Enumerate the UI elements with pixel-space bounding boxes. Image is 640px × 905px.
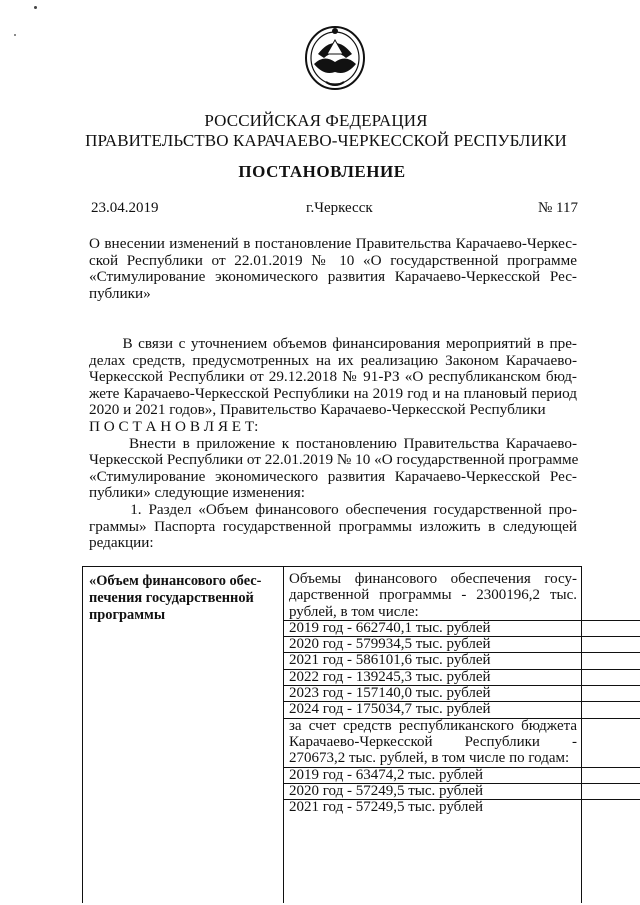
- body-line: делах средств, предусмотренных на их реализацию Законом Карачаево-: [89, 351, 577, 369]
- funding-year-row: 2019 год - 662740,1 тыс. рублей: [289, 620, 577, 636]
- body-line: жете Карачаево-Черкесской Республики на 2019 год и на плановый период: [89, 384, 577, 402]
- resolve-line: П О С Т А Н О В Л Я Е Т:: [89, 417, 259, 435]
- country-heading: РОССИЙСКАЯ ФЕДЕРАЦИЯ: [204, 111, 428, 130]
- republic-intro-line: за счет средств республиканского бюджета: [289, 717, 577, 734]
- funding-year-row: 2023 год - 157140,0 тыс. рублей: [289, 685, 577, 701]
- funding-intro-line: дарственной программы - 2300196,2 тыс.: [289, 587, 577, 604]
- body-line: В связи с уточнением объемов финансирования мероприятий в пре-: [89, 335, 577, 352]
- document-type: ПОСТАНОВЛЕНИЕ: [238, 162, 406, 181]
- title-line: публики»: [89, 284, 151, 302]
- body-line: Внести в приложение к постановлению Правительства Карачаево-: [89, 434, 577, 452]
- body-line: 1. Раздел «Объем финансового обеспечения государственной про-: [89, 500, 577, 518]
- body-line: редакции:: [89, 534, 154, 552]
- decree-title: [89, 236, 577, 302]
- title-line: О внесении изменений в постановление Правительства Карачаево-Черкес-: [89, 235, 577, 252]
- republic-year-row: 2019 год - 63474,2 тыс. рублей: [289, 767, 577, 783]
- republic-year-row: 2021 год - 57249,5 тыс. рублей: [289, 799, 577, 815]
- funding-year-row: 2024 год - 175034,7 тыс. рублей: [289, 701, 577, 717]
- funding-year-row: 2022 год - 139245,3 тыс. рублей: [289, 669, 577, 685]
- funding-year-row: 2020 год - 579934,5 тыс. рублей: [289, 636, 577, 652]
- table-value-cell: [289, 571, 577, 815]
- republic-year-row: 2020 год - 57249,5 тыс. рублей: [289, 783, 577, 799]
- funding-intro-line: Объемы финансового обеспечения госу-: [289, 571, 577, 587]
- body-line: «Стимулирование экономического развития Карачаево-Черкесской Рес-: [89, 467, 577, 485]
- body-line: Черкесской Республики от 29.12.2018 № 91-РЗ «О республиканском бюд-: [89, 368, 577, 386]
- funding-year-row: 2021 год - 586101,6 тыс. рублей: [289, 652, 577, 668]
- decree-date: 23.04.2019: [91, 200, 159, 216]
- table-label-line: «Объем финансового обес-: [89, 573, 262, 589]
- funding-table: [82, 566, 582, 903]
- coat-of-arms-emblem: [300, 18, 370, 93]
- republic-intro-line: 270673,2 тыс. рублей, в том числе по годам:: [289, 750, 570, 767]
- body-line: Черкесской Республики от 22.01.2019 № 10 «О государственной программе: [89, 451, 579, 469]
- table-label-line: программы: [89, 607, 166, 623]
- decree-number: № 117: [538, 200, 579, 216]
- body-line: публики» следующие изменения:: [89, 484, 305, 502]
- republic-intro-line: Карачаево-Черкесской Республики -: [289, 733, 577, 750]
- decree-body: [89, 336, 577, 552]
- title-line: ской Республики от 22.01.2019 № 10 «О государственной программе: [89, 251, 577, 269]
- table-column-divider: [283, 567, 284, 903]
- decree-city: г.Черкесск: [306, 200, 373, 216]
- scan-speck: [34, 6, 37, 9]
- scan-speck: [14, 34, 16, 36]
- table-label-cell: [89, 573, 277, 624]
- body-line: 2020 и 2021 годов», Правительство Карачаево-Черкесской Республики: [89, 401, 546, 419]
- table-label-line: печения государственной: [89, 590, 254, 606]
- funding-intro-line: рублей, в том числе:: [289, 603, 419, 620]
- body-line: граммы» Паспорта государственной программы изложить в следующей: [89, 517, 577, 535]
- government-heading: ПРАВИТЕЛЬСТВО КАРАЧАЕВО-ЧЕРКЕССКОЙ РЕСПУБЛИКИ: [85, 131, 567, 150]
- title-line: «Стимулирование экономического развития Карачаево-Черкесской Рес-: [89, 268, 577, 286]
